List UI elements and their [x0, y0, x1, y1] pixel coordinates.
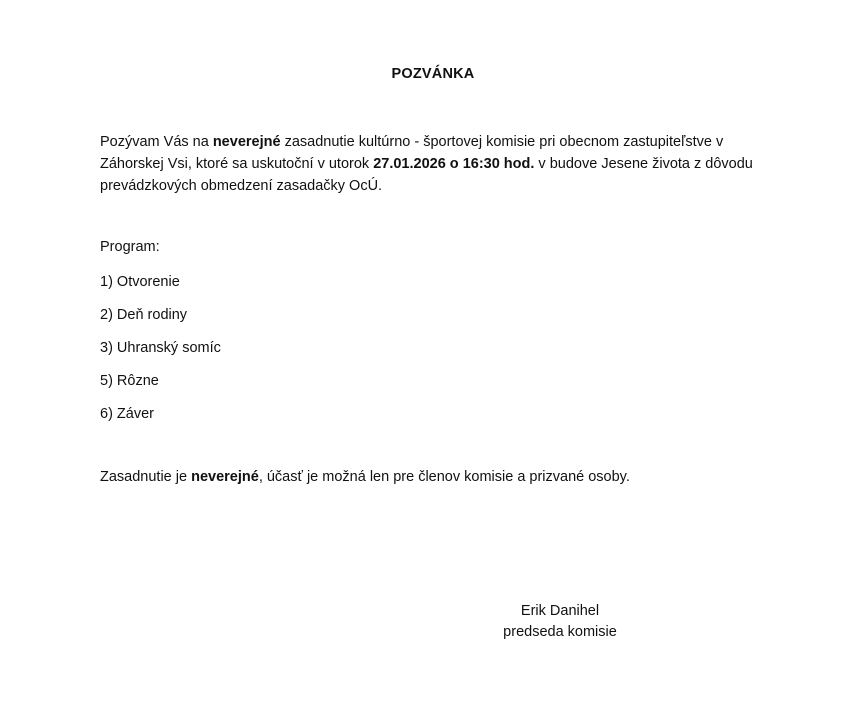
- program-item: 1) Otvorenie: [100, 274, 180, 290]
- notice-paragraph: [100, 469, 800, 485]
- program-item: 6) Záver: [100, 406, 154, 422]
- signature-role: predseda komisie: [503, 624, 617, 640]
- program-list: [100, 272, 221, 437]
- intro-text-2: zasadnutie kultúrno - športovej komisie pri obecnom zastupiteľstve v Záhorskej Vsi, ktoré sa uskutoční v utorok: [100, 134, 724, 172]
- signature-block: [470, 601, 650, 643]
- program-heading: Program:: [100, 239, 160, 255]
- notice-bold-nonpublic: neverejné: [191, 469, 259, 485]
- notice-text-2: , účasť je možná len pre členov komisie a prizvané osoby.: [258, 469, 630, 485]
- program-item: 5) Rôzne: [100, 373, 159, 389]
- document-title: POZVÁNKA: [391, 66, 475, 82]
- intro-bold-datetime: 27.01.2026 o 16:30 hod.: [373, 156, 535, 172]
- invitation-paragraph: [100, 131, 770, 197]
- program-item: 2) Deň rodiny: [100, 307, 188, 323]
- program-item: 3) Uhranský somíc: [100, 340, 221, 356]
- intro-bold-nonpublic: neverejné: [212, 134, 281, 150]
- intro-text-1: Pozývam Vás na: [100, 134, 213, 150]
- signature-name: Erik Danihel: [520, 603, 600, 619]
- notice-text-1: Zasadnutie je: [100, 469, 192, 485]
- intro-text-3: v budove Jesene života z dôvodu prevádzkových obmedzení zasadačky OcÚ.: [100, 156, 753, 194]
